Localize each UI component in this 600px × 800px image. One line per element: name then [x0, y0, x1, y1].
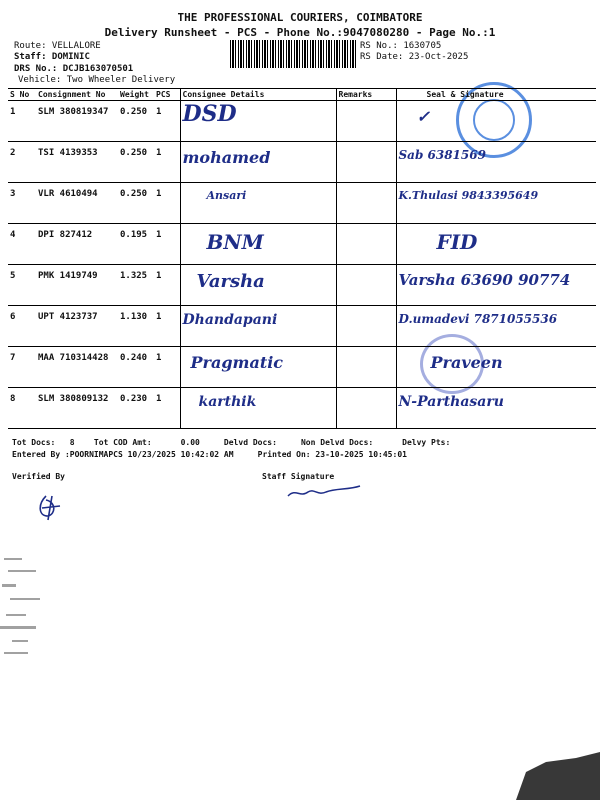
- drs-number: DRS No.: DCJB163070501: [14, 64, 134, 74]
- totals-line: Tot Docs: 8 Tot COD Amt: 0.00 Delvd Docs: Non Delvd Docs: Delvy Pts:: [12, 438, 451, 447]
- cell-sno: 8: [8, 388, 36, 429]
- cell-seal: Praveen: [396, 347, 596, 388]
- table-row: [8, 142, 596, 183]
- table-header-row: [8, 89, 596, 101]
- col-consignment: Consignment No: [36, 89, 118, 101]
- cell-pcs: 1: [154, 347, 180, 388]
- col-remarks: Remarks: [336, 89, 396, 101]
- cell-consignee: karthik: [180, 388, 336, 429]
- document-title: THE PROFESSIONAL COURIERS, COIMBATORE: [177, 11, 423, 24]
- cell-seal: ✓: [396, 101, 596, 142]
- cell-consignee: Ansari: [180, 183, 336, 224]
- cell-weight: 0.230: [118, 388, 154, 429]
- cell-consignee: BNM: [180, 224, 336, 265]
- cell-consignment: PMK 1419749: [36, 265, 118, 306]
- cell-consignment: SLM 380809132: [36, 388, 118, 429]
- verifier-signature: [34, 492, 70, 522]
- cell-remarks: [336, 142, 396, 183]
- cell-weight: 1.130: [118, 306, 154, 347]
- scan-artifact-left: [0, 548, 60, 668]
- cell-weight: 0.240: [118, 347, 154, 388]
- cell-consignee: Dhandapani: [180, 306, 336, 347]
- cell-seal: K.Thulasi 9843395649: [396, 183, 596, 224]
- cell-consignment: DPI 827412: [36, 224, 118, 265]
- table-row: [8, 101, 596, 142]
- cell-consignment: UPT 4123737: [36, 306, 118, 347]
- cell-seal: Varsha 63690 90774: [396, 265, 596, 306]
- cell-weight: 0.195: [118, 224, 154, 265]
- vehicle-label: Vehicle: Two Wheeler Delivery: [18, 75, 176, 85]
- cell-pcs: 1: [154, 101, 180, 142]
- cell-weight: 0.250: [118, 142, 154, 183]
- cell-sno: 6: [8, 306, 36, 347]
- table-row: [8, 306, 596, 347]
- runsheet-table: [8, 88, 596, 429]
- document-subtitle: Delivery Runsheet - PCS - Phone No.:9047080280 - Page No.:1: [104, 26, 496, 39]
- cell-remarks: [336, 347, 396, 388]
- cell-consignment: SLM 380819347: [36, 101, 118, 142]
- cell-remarks: [336, 265, 396, 306]
- cell-weight: 0.250: [118, 183, 154, 224]
- cell-sno: 5: [8, 265, 36, 306]
- scan-artifact-corner: [516, 752, 600, 800]
- cell-consignment: VLR 4610494: [36, 183, 118, 224]
- cell-seal: N-Parthasaru: [396, 388, 596, 429]
- cell-remarks: [336, 183, 396, 224]
- col-weight: Weight: [118, 89, 154, 101]
- cell-sno: 1: [8, 101, 36, 142]
- cell-sno: 2: [8, 142, 36, 183]
- staff-signature-label: Staff Signature: [262, 472, 335, 481]
- cell-remarks: [336, 101, 396, 142]
- cell-seal: Sab 6381569: [396, 142, 596, 183]
- cell-pcs: 1: [154, 306, 180, 347]
- cell-pcs: 1: [154, 183, 180, 224]
- cell-sno: 4: [8, 224, 36, 265]
- table-row: [8, 388, 596, 429]
- table-row: [8, 347, 596, 388]
- cell-pcs: 1: [154, 142, 180, 183]
- entered-printed-line: Entered By :POORNIMAPCS 10/23/2025 10:42:02 AM Printed On: 23-10-2025 10:45:01: [12, 450, 407, 459]
- verified-by-label: Verified By: [12, 472, 65, 481]
- cell-pcs: 1: [154, 265, 180, 306]
- cell-remarks: [336, 388, 396, 429]
- col-sno: S No: [8, 89, 36, 101]
- col-seal: Seal & Signature: [396, 89, 596, 101]
- route-label: Route: VELLALORE: [14, 41, 101, 51]
- cell-seal: D.umadevi 7871055536: [396, 306, 596, 347]
- table-row: [8, 224, 596, 265]
- cell-pcs: 1: [154, 224, 180, 265]
- cell-consignee: DSD: [180, 101, 336, 142]
- cell-consignee: mohamed: [180, 142, 336, 183]
- cell-remarks: [336, 224, 396, 265]
- staff-label: Staff: DOMINIC: [14, 52, 90, 62]
- table-row: [8, 265, 596, 306]
- cell-consignee: Varsha: [180, 265, 336, 306]
- cell-pcs: 1: [154, 388, 180, 429]
- rs-number: RS No.: 1630705: [360, 41, 442, 51]
- cell-seal: FID: [396, 224, 596, 265]
- col-pcs: PCS: [154, 89, 180, 101]
- cell-consignee: Pragmatic: [180, 347, 336, 388]
- col-consignee: Consignee Details: [180, 89, 336, 101]
- cell-consignment: TSI 4139353: [36, 142, 118, 183]
- cell-sno: 7: [8, 347, 36, 388]
- rs-date: RS Date: 23-Oct-2025: [360, 52, 469, 62]
- cell-consignment: MAA 710314428: [36, 347, 118, 388]
- staff-signature-mark: [284, 478, 364, 504]
- cell-weight: 1.325: [118, 265, 154, 306]
- cell-weight: 0.250: [118, 101, 154, 142]
- table-row: [8, 183, 596, 224]
- barcode: [230, 40, 356, 68]
- cell-remarks: [336, 306, 396, 347]
- cell-sno: 3: [8, 183, 36, 224]
